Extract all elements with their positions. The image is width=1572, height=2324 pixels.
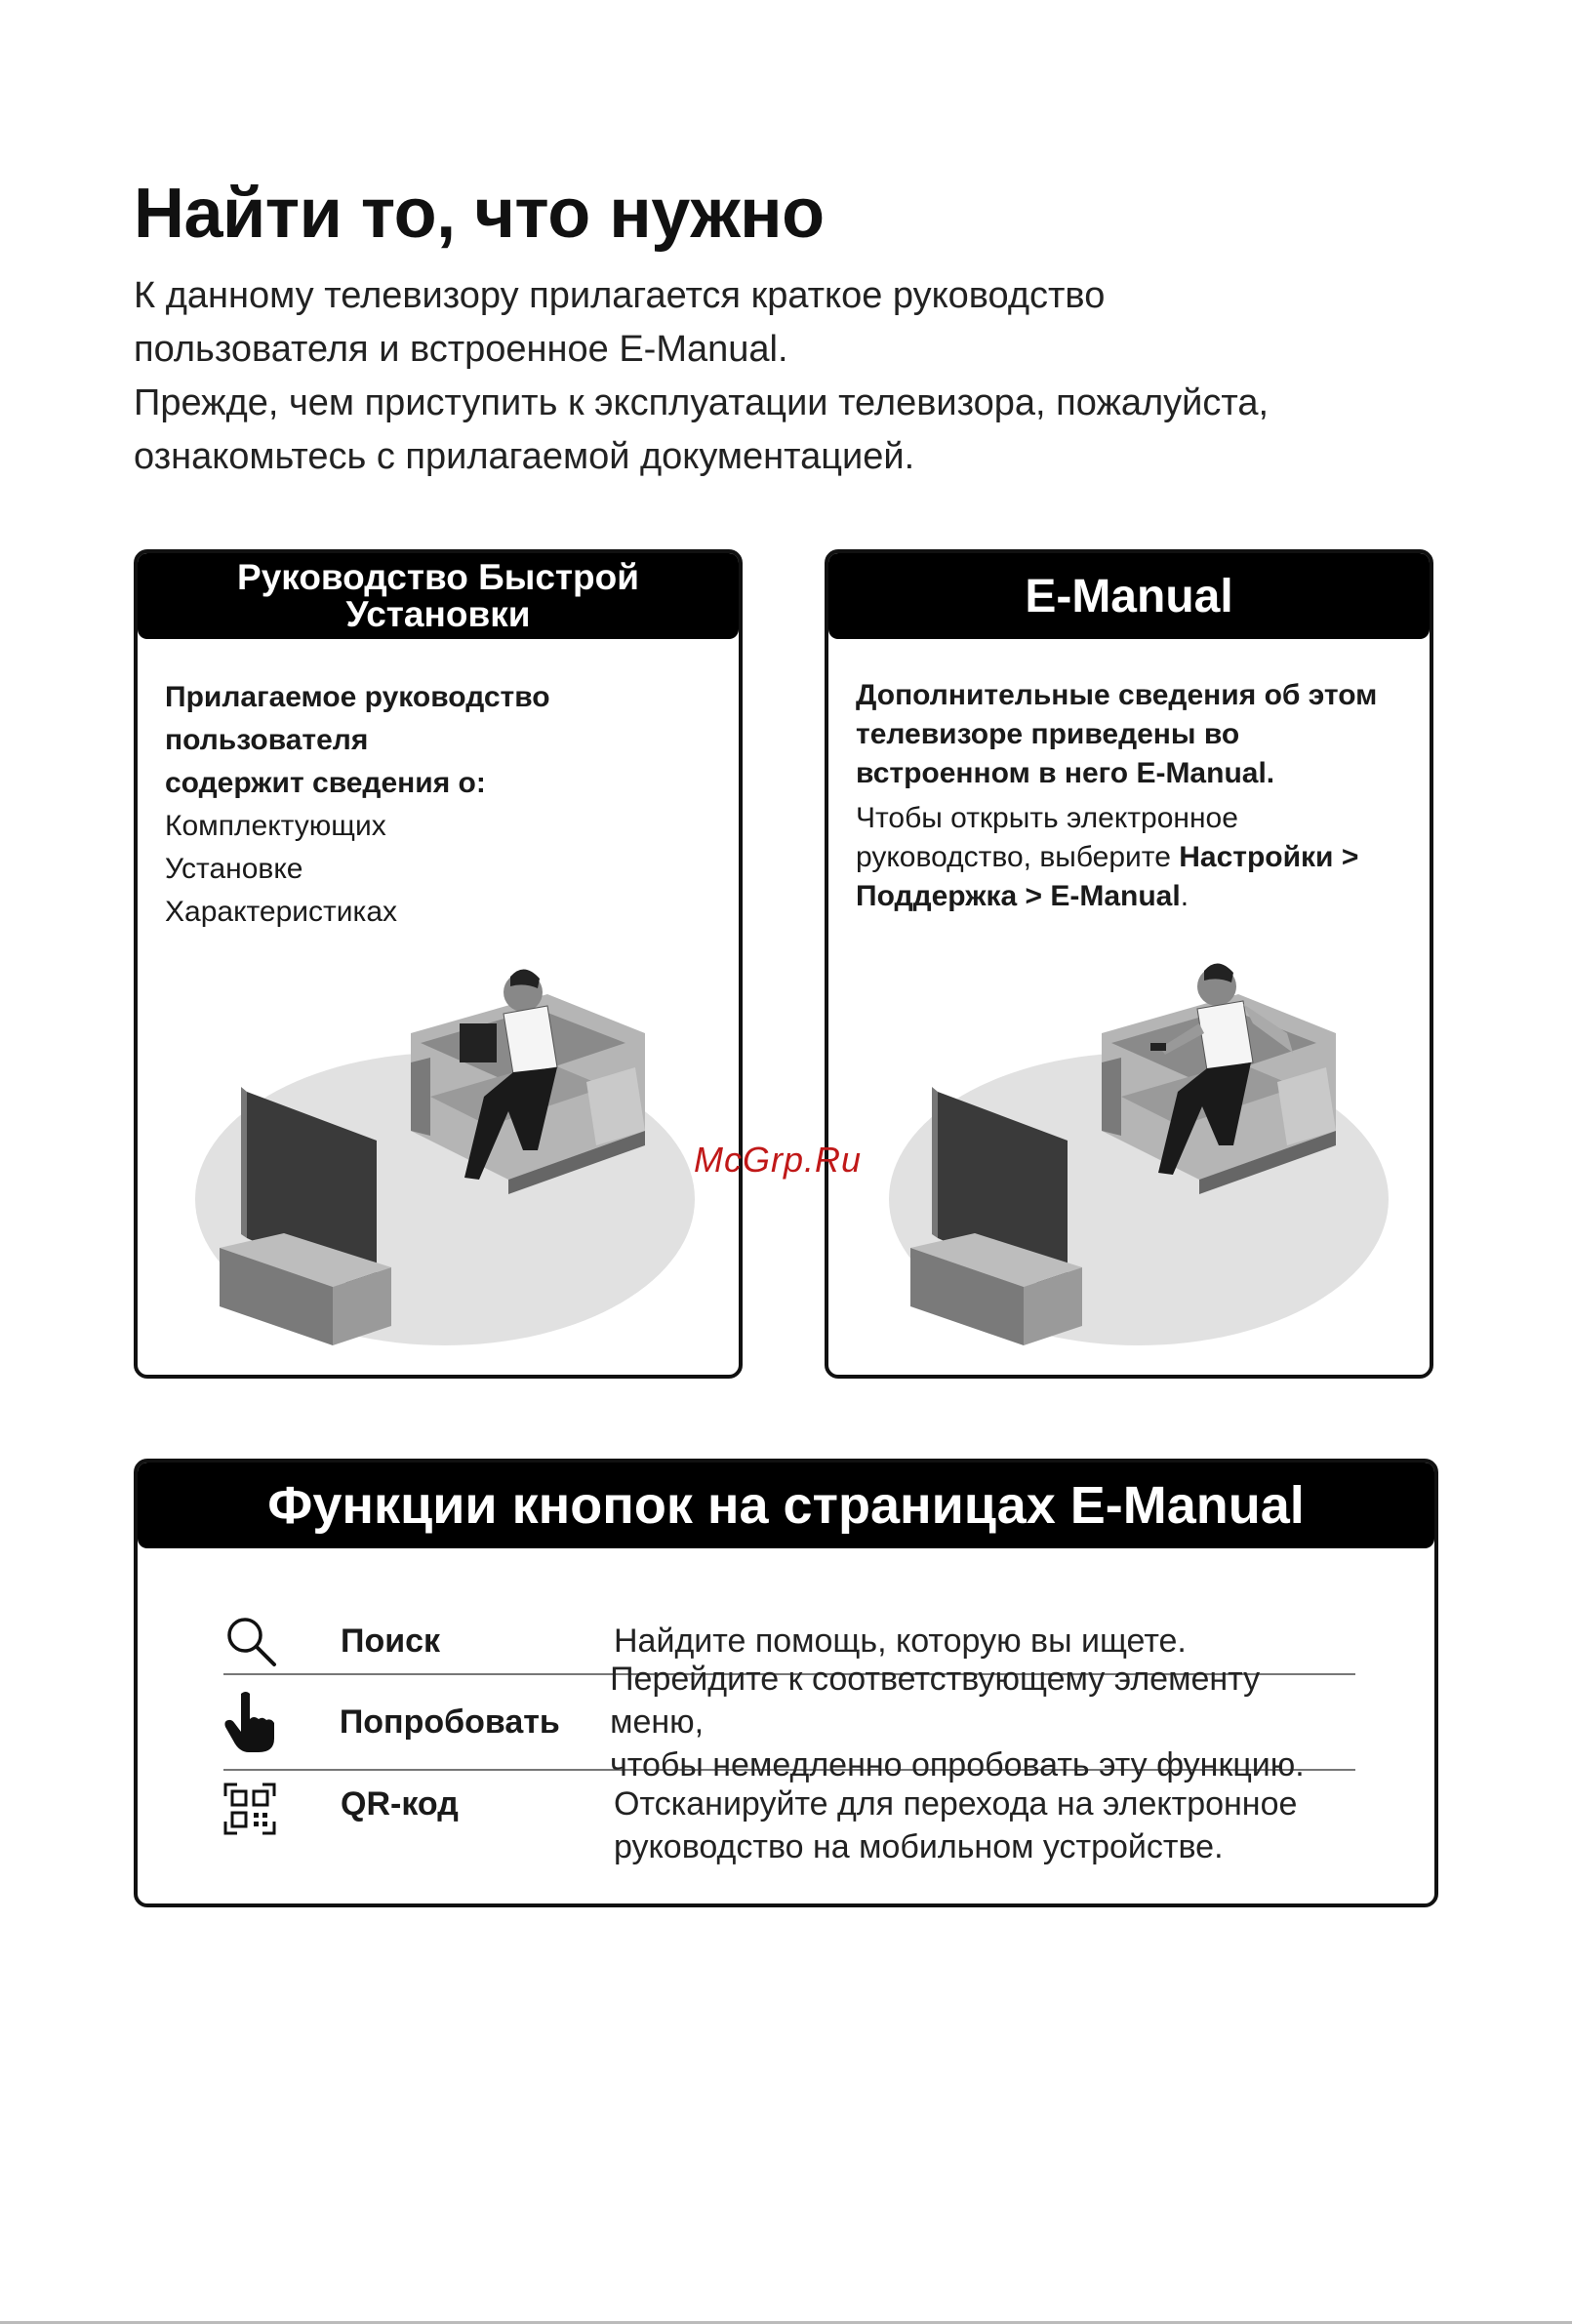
quick-guide-bold-line: содержит сведения о: <box>165 767 486 799</box>
intro-line: Прежде, чем приступить к эксплуатации телевизора, пожалуйста, <box>134 382 1270 423</box>
search-icon <box>223 1614 341 1668</box>
emanual-header <box>828 553 1430 639</box>
function-desc <box>610 1658 1355 1786</box>
watermark: McGrp.Ru <box>694 1140 863 1180</box>
functions-header-text: Функции кнопок на страницах E-Manual <box>267 1476 1305 1535</box>
emanual-bold-line: телевизоре приведены во <box>856 718 1240 750</box>
quick-guide-item: Установке <box>165 853 303 885</box>
function-row-try <box>223 1661 1355 1783</box>
quick-guide-header <box>138 553 739 639</box>
function-row-qr <box>223 1771 1355 1868</box>
function-desc-line: чтобы немедленно опробовать эту функцию. <box>610 1746 1305 1783</box>
person-with-remote-illustration <box>828 887 1430 1375</box>
emanual-bold-line: Дополнительные сведения об этом <box>856 679 1378 711</box>
functions-header <box>138 1463 1434 1548</box>
function-name: QR-код <box>341 1785 459 1823</box>
quick-guide-item: Комплектующих <box>165 810 386 842</box>
function-desc <box>614 1783 1297 1868</box>
quick-guide-header-line: Руководство Быстрой <box>237 557 639 597</box>
function-desc: Найдите помощь, которую вы ищете. <box>614 1623 1187 1660</box>
emanual-bold-block <box>856 676 1404 793</box>
emanual-text-suffix: . <box>1180 880 1189 912</box>
qr-code-icon <box>223 1783 341 1835</box>
emanual-header-text: E-Manual <box>1025 570 1233 622</box>
function-desc-line: Перейдите к соответствующему элементу меню, <box>610 1661 1261 1741</box>
functions-box <box>134 1459 1438 1907</box>
emanual-text-line: Чтобы открыть электронное <box>856 802 1238 834</box>
intro-line: К данному телевизору прилагается краткое руководство <box>134 275 1106 316</box>
intro-text <box>134 269 1451 484</box>
function-desc-line: Отсканируйте для перехода на электронное <box>614 1785 1298 1823</box>
emanual-body <box>828 639 1430 916</box>
support-path: Поддержка > E-Manual <box>856 880 1181 912</box>
emanual-text-line <box>856 838 1404 877</box>
quick-guide-card <box>134 549 743 1379</box>
quick-guide-bold-line: Прилагаемое руководство <box>165 681 550 713</box>
quick-guide-bold-line: пользователя <box>165 724 369 756</box>
function-desc-line: руководство на мобильном устройстве. <box>614 1828 1224 1865</box>
functions-table <box>223 1609 1355 1868</box>
emanual-bold-line: встроенном в него E-Manual. <box>856 757 1275 789</box>
quick-guide-item: Характеристиках <box>165 896 398 928</box>
emanual-text-prefix: руководство, выберите <box>856 841 1180 873</box>
function-name: Попробовать <box>339 1703 560 1741</box>
function-name: Поиск <box>341 1622 441 1660</box>
intro-line: пользователя и встроенное E-Manual. <box>134 329 788 370</box>
person-reading-illustration <box>138 887 739 1375</box>
quick-guide-header-line: Установки <box>345 594 531 634</box>
hand-pointer-icon <box>223 1690 340 1754</box>
page-title: Найти то, что нужно <box>134 175 825 253</box>
intro-line: ознакомьтесь с прилагаемой документацией. <box>134 436 915 477</box>
emanual-card <box>825 549 1433 1379</box>
settings-path: Настройки > <box>1179 841 1359 873</box>
